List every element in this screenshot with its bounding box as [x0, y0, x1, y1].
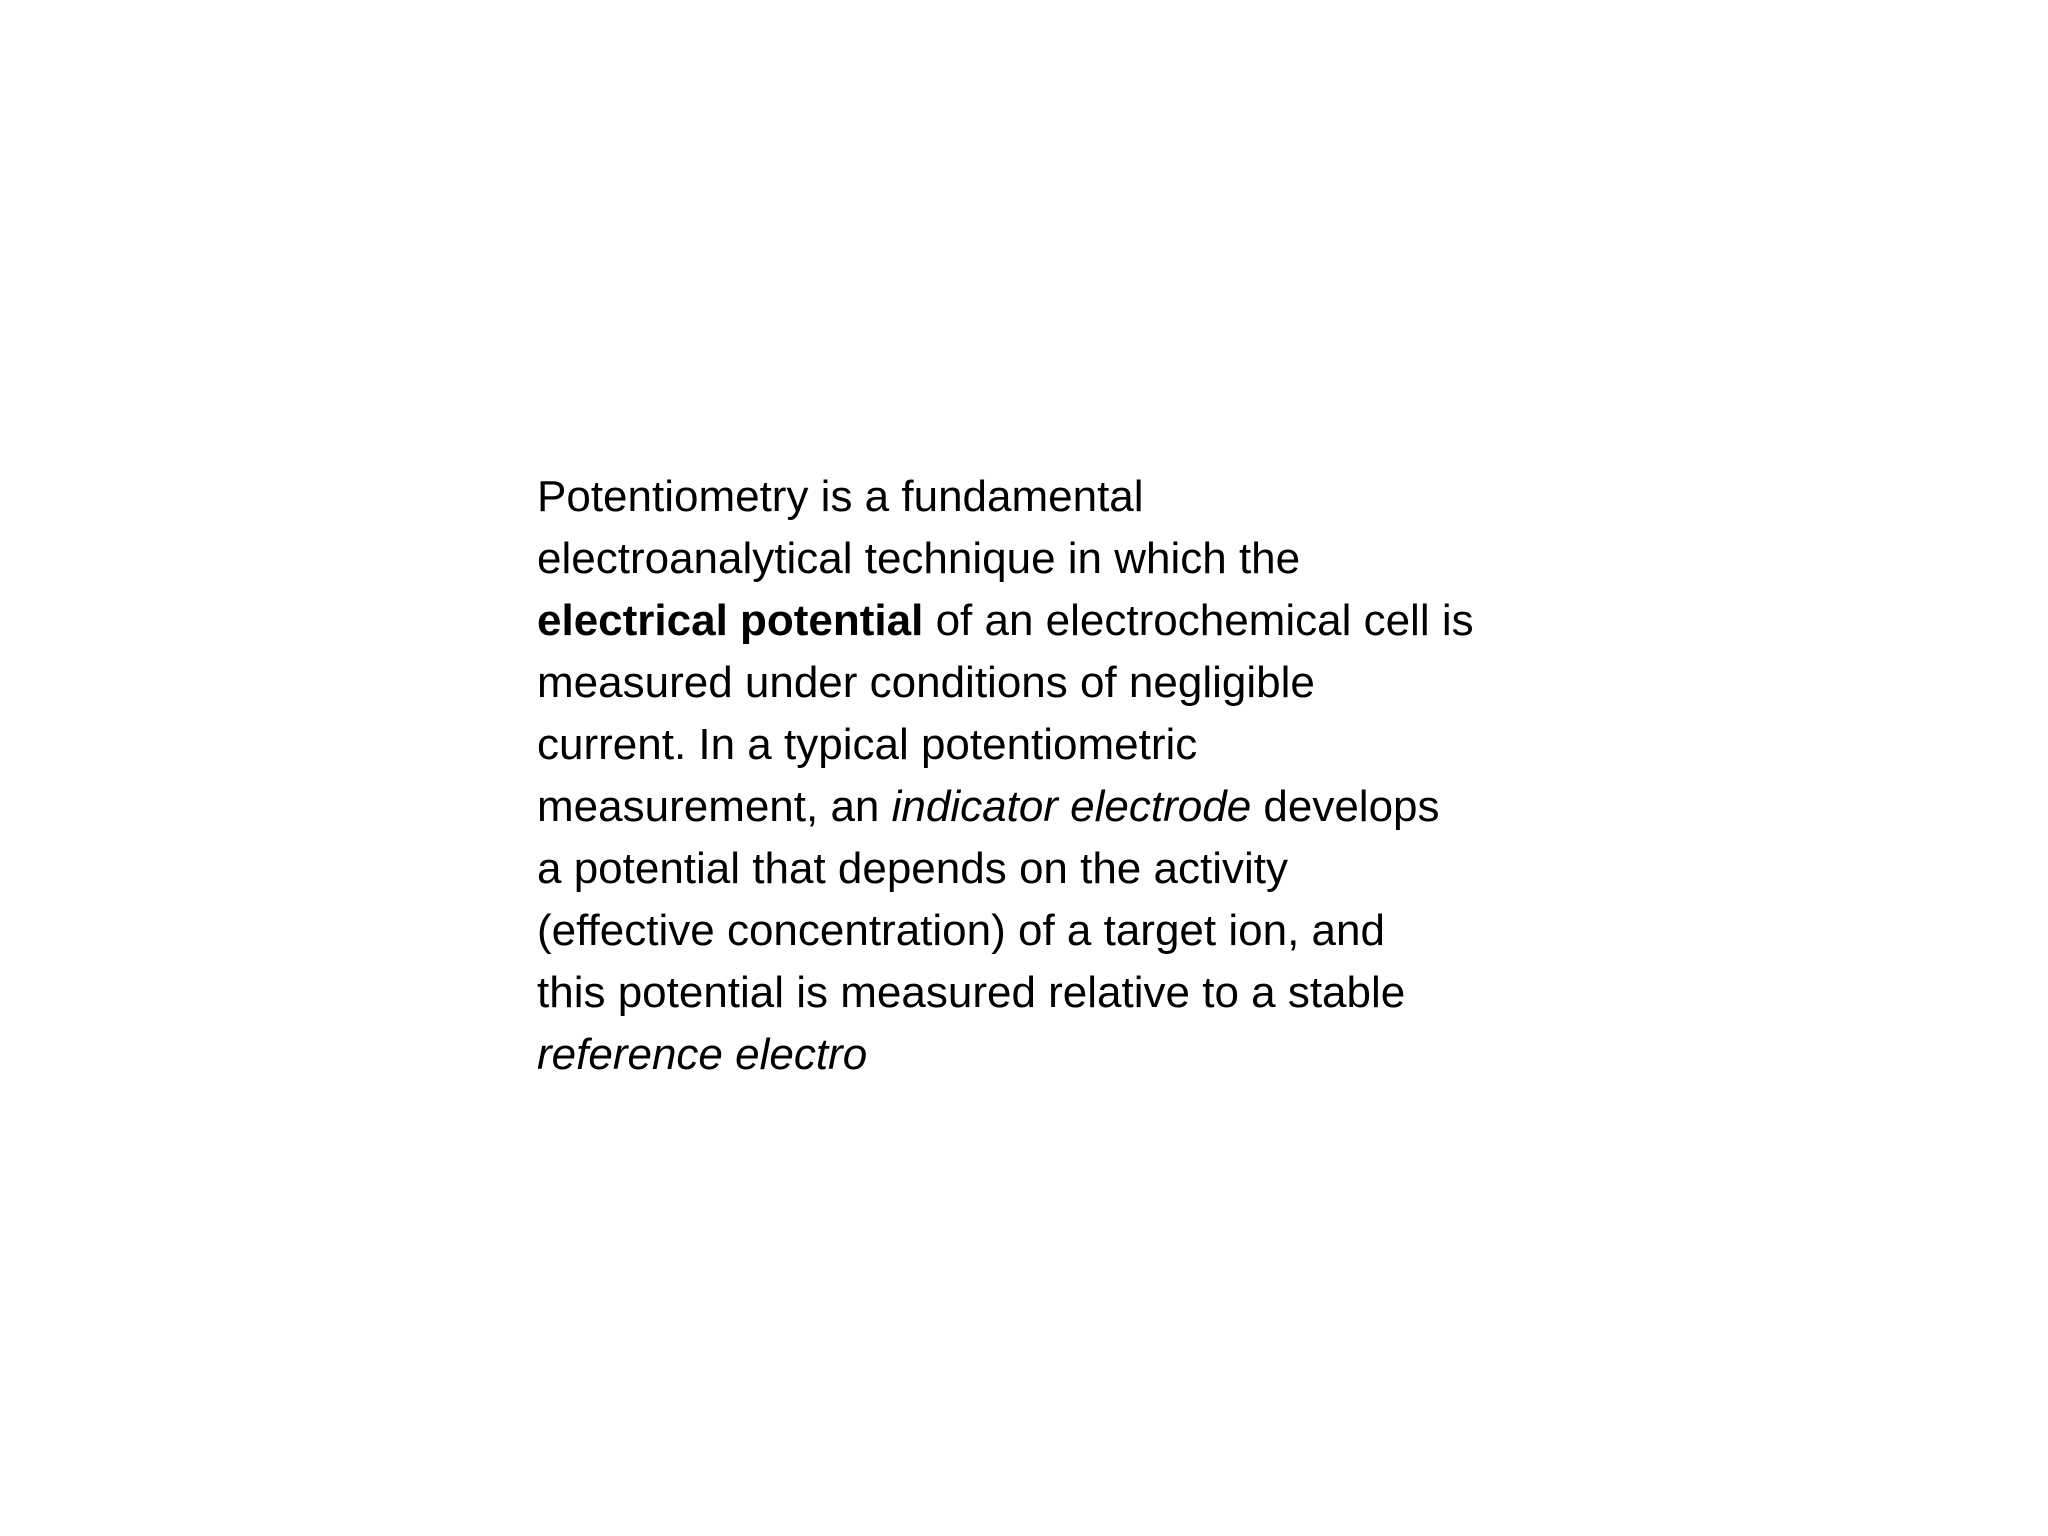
line-text: of an electrochemical cell is [923, 596, 1474, 645]
line-text: Potentiometry is a fundamental [537, 472, 1144, 521]
line-text: this potential is measured relative to a stable [537, 968, 1406, 1017]
line-text: a potential that depends on the activity [537, 844, 1288, 893]
body-paragraph [537, 466, 1557, 1086]
line-text: current. In a typical potentiometric [537, 720, 1198, 769]
paragraph-line [537, 838, 1557, 900]
italic-term-indicator-electrode: indicator electrode [891, 782, 1252, 831]
bold-term-electrical-potential: electrical potential [537, 596, 924, 645]
line-text: develops [1251, 782, 1440, 831]
paragraph-line [537, 652, 1557, 714]
line-text: measurement, an [537, 782, 892, 831]
paragraph-line [537, 1024, 1557, 1086]
paragraph-line [537, 466, 1557, 528]
paragraph-line [537, 528, 1557, 590]
paragraph-line [537, 962, 1557, 1024]
paragraph-line [537, 714, 1557, 776]
paragraph-line [537, 590, 1557, 652]
line-text: electroanalytical technique in which the [537, 534, 1301, 583]
italic-term-reference-electrode: reference electro [537, 1030, 868, 1079]
line-text: (effective concentration) of a target ion, and [537, 906, 1385, 955]
paragraph-line [537, 776, 1557, 838]
paragraph-line [537, 900, 1557, 962]
line-text: measured under conditions of negligible [537, 658, 1315, 707]
